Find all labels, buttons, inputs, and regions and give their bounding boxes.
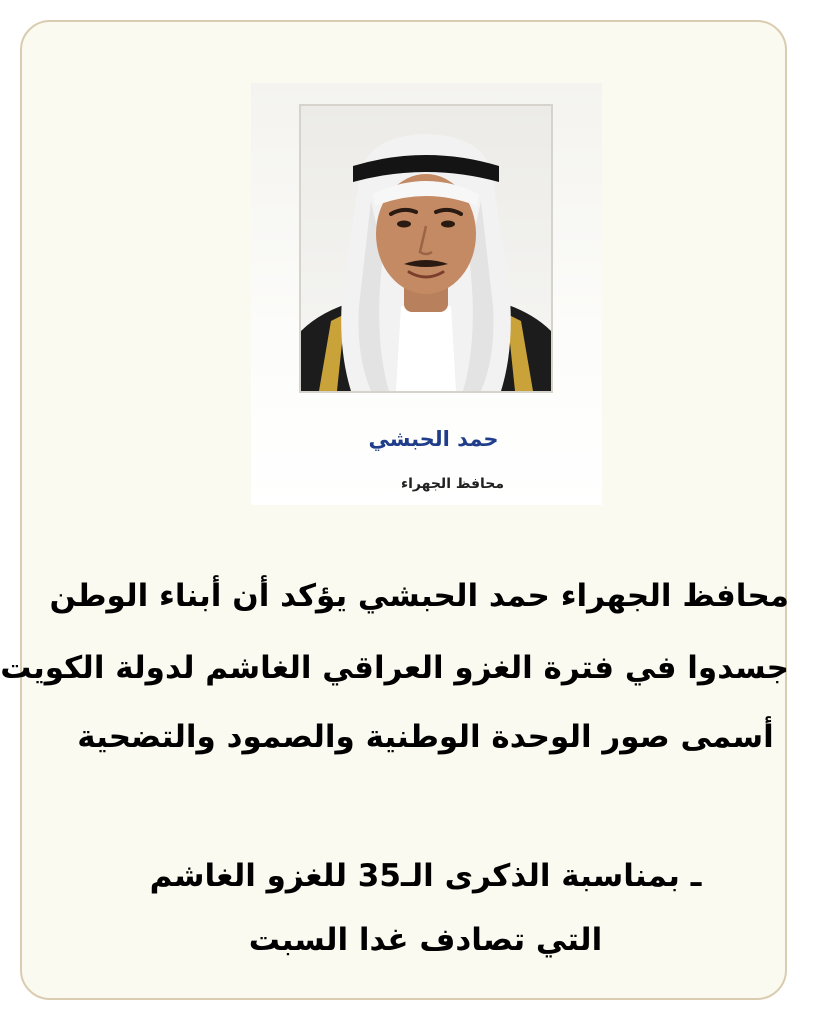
headline-line-2: جسدوا في فترة الغزو العراقي الغاشم لدولة الكويت <box>0 650 789 686</box>
headline-line-3: أسمى صور الوحدة الوطنية والصمود والتضحية <box>77 719 774 755</box>
occasion-line-1: ـ بمناسبة الذكرى الـ35 للغزو الغاشم <box>149 858 702 894</box>
occasion-line-2: التي تصادف غدا السبت <box>248 922 603 958</box>
post-card <box>0 20 789 1000</box>
profile-title: محافظ الجهراء <box>400 476 505 492</box>
profile-name: حمد الحبشي <box>368 427 499 451</box>
headline-line-1: محافظ الجهراء حمد الحبشي يؤكد أن أبناء الوطن <box>49 578 789 614</box>
profile-panel <box>251 83 602 505</box>
portrait-photo <box>299 104 553 393</box>
